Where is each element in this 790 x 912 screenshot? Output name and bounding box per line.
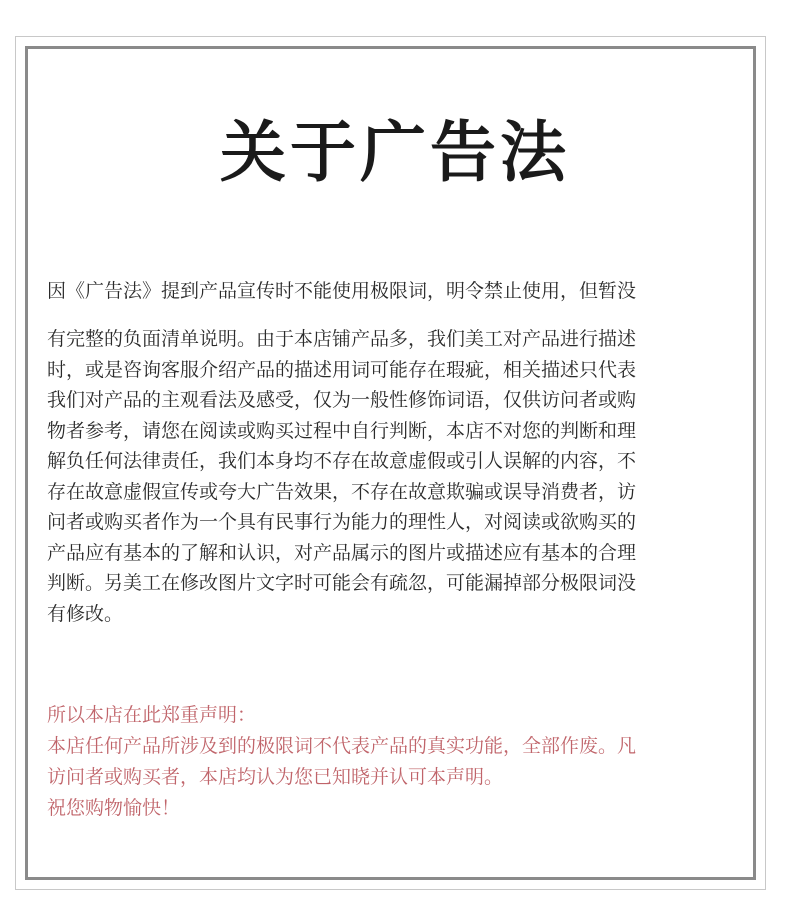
notice-heading: 所以本店在此郑重声明： bbox=[47, 704, 257, 726]
notice-closing: 祝您购物愉快！ bbox=[47, 797, 181, 819]
page-title: 关于广告法 bbox=[220, 114, 570, 191]
body-line: 判断。另美工在修改图片文字时可能会有疏忽，可能漏掉部分极限词没 bbox=[47, 572, 637, 594]
body-line: 时，或是咨询客服介绍产品的描述用词可能存在瑕疵，相关描述只代表 bbox=[47, 358, 637, 381]
intro-paragraph: 因《广告法》提到产品宣传时不能使用极限词，明令禁止使用，但暂没 bbox=[47, 280, 637, 302]
body-line: 产品应有基本的了解和认识，对产品属示的图片或描述应有基本的合理 bbox=[47, 541, 637, 564]
body-line: 物者参考，请您在阅读或购买过程中自行判断，本店不对您的判断和理 bbox=[47, 419, 637, 442]
body-line: 有修改。 bbox=[47, 602, 124, 625]
body-line: 有完整的负面清单说明。由于本店铺产品多，我们美工对产品进行描述 bbox=[47, 328, 637, 350]
notice-line: 访问者或购买者，本店均认为您已知晓并认可本声明。 bbox=[47, 766, 504, 788]
body-line: 存在故意虚假宣传或夸大广告效果，不存在故意欺骗或误导消费者，访 bbox=[47, 480, 637, 503]
notice-line: 本店任何产品所涉及到的极限词不代表产品的真实功能，全部作废。凡 bbox=[47, 735, 637, 757]
body-line: 解负任何法律责任，我们本身均不存在故意虚假或引人误解的内容，不 bbox=[47, 450, 637, 472]
declaration-notice bbox=[47, 700, 737, 824]
body-paragraph bbox=[47, 324, 737, 629]
body-line: 我们对产品的主观看法及感受，仅为一般性修饰词语，仅供访问者或购 bbox=[47, 389, 637, 411]
body-line: 问者或购买者作为一个具有民事行为能力的理性人，对阅读或欲购买的 bbox=[47, 511, 637, 533]
